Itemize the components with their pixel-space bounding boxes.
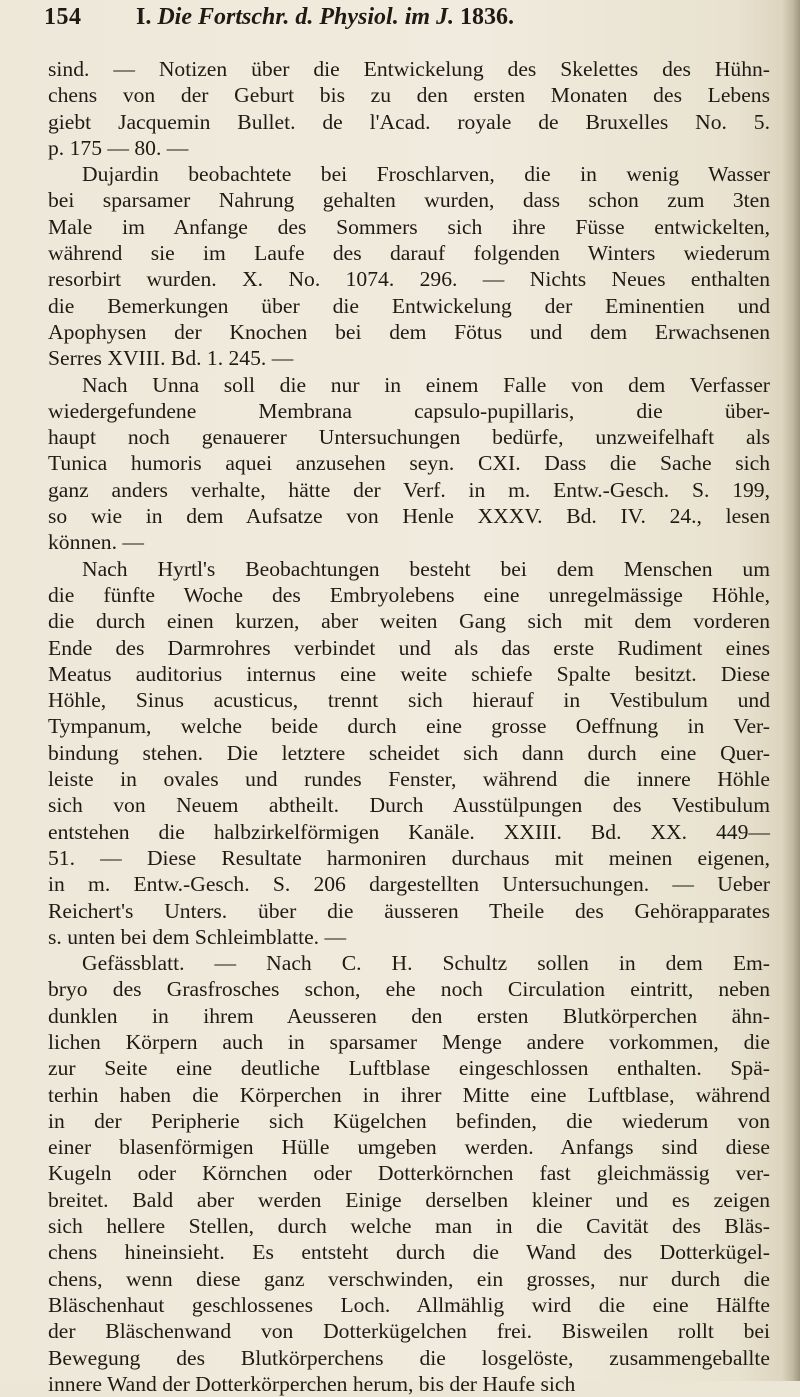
text-line: lichen Körpern auch in sparsamer Menge andere vorkommen, die <box>48 1029 770 1054</box>
text-line: sich von Neuem abtheilt. Durch Ausstülpungen des Vestibulum <box>48 793 770 818</box>
text-line: wiedergefundene Membrana capsulo-pupillaris, die über- <box>48 398 770 423</box>
text-line: Ende des Darmrohres verbindet und als das erste Rudiment eines <box>48 635 770 660</box>
text-line: chens von der Geburt bis zu den ersten Monaten des Lebens <box>48 83 770 108</box>
text-line: resorbirt wurden. X. No. 1074. 296. — Nichts Neues enthalten <box>48 267 770 292</box>
text-line: 51. — Diese Resultate harmoniren durchaus mit meinen eigenen, <box>48 845 770 870</box>
text-line: können. — <box>48 530 144 555</box>
text-line: bindung stehen. Die letztere scheidet sich dann durch eine Quer- <box>48 740 770 765</box>
text-line: dunklen in ihrem Aeusseren den ersten Blutkörperchen ähn- <box>48 1003 770 1028</box>
text-line: Gefässblatt. — Nach C. H. Schultz sollen in dem Em- <box>82 951 770 976</box>
text-line: der Bläschenwand von Dotterkügelchen frei. Bisweilen rollt bei <box>48 1319 770 1344</box>
text-line: s. unten bei dem Schleimblatte. — <box>48 924 347 949</box>
text-line: p. 175 — 80. — <box>48 135 189 160</box>
text-line: ganz anders verhalte, hätte der Verf. in m. Entw.-Gesch. S. 199, <box>48 477 770 502</box>
section-number: I. <box>136 4 152 30</box>
text-line: breitet. Bald aber werden Einige derselben kleiner und es zeigen <box>48 1187 770 1212</box>
page-number: 154 <box>44 4 82 30</box>
text-line: chens hineinsieht. Es entsteht durch die Wand des Dotterkügel- <box>48 1240 770 1265</box>
text-line: Serres XVIII. Bd. 1. 245. — <box>48 346 294 371</box>
text-line: entstehen die halbzirkelförmigen Kanäle. XXIII. Bd. XX. 449— <box>48 819 770 844</box>
text-line: die durch einen kurzen, aber weiten Gang sich mit dem vorderen <box>48 609 770 634</box>
text-line: bryo des Grasfrosches schon, ehe noch Circulation eintritt, neben <box>48 977 770 1002</box>
text-line: terhin haben die Körperchen in ihrer Mitte eine Luftblase, während <box>48 1082 770 1107</box>
text-line: Bewegung des Blutkörperchens die losgelöste, zusammengeballte <box>48 1345 770 1370</box>
text-line: Reichert's Unters. über die äusseren Theile des Gehörapparates <box>48 898 770 923</box>
text-line: in m. Entw.-Gesch. S. 206 dargestellten Untersuchungen. — Ueber <box>48 872 770 897</box>
text-line: Male im Anfange des Sommers sich ihre Füsse entwickelten, <box>48 214 770 239</box>
text-line: während sie im Laufe des darauf folgenden Winters wiederum <box>48 241 770 266</box>
text-line: Nach Unna soll die nur in einem Falle von dem Verfasser <box>82 372 770 397</box>
text-line: Bläschenhaut geschlossenes Loch. Allmählig wird die eine Hälfte <box>48 1292 770 1317</box>
text-line: in der Peripherie sich Kügelchen befinden, die wiederum von <box>48 1108 770 1133</box>
text-line: die fünfte Woche des Embryolebens eine unregelmässige Höhle, <box>48 582 770 607</box>
text-line: Dujardin beobachtete bei Froschlarven, die in wenig Wasser <box>82 162 770 187</box>
text-line: chens, wenn diese ganz verschwinden, ein grosses, nur durch die <box>48 1266 770 1291</box>
text-line: haupt noch genauerer Untersuchungen bedürfe, unzweifelhaft als <box>48 425 770 450</box>
text-line: Nach Hyrtl's Beobachtungen besteht bei dem Menschen um <box>82 556 770 581</box>
text-line: so wie in dem Aufsatze von Henle XXXV. Bd. IV. 24., lesen <box>48 504 770 529</box>
text-line: sich hellere Stellen, durch welche man in die Cavität des Bläs- <box>48 1214 770 1239</box>
text-line: giebt Jacquemin Bullet. de l'Acad. royale de Bruxelles No. 5. <box>48 109 770 134</box>
running-title-italic: Die Fortschr. d. Physiol. im J. <box>157 4 455 30</box>
text-line: bei sparsamer Nahrung gehalten wurden, dass schon zum 3ten <box>48 188 770 213</box>
text-line: Höhle, Sinus acusticus, trennt sich hierauf in Vestibulum und <box>48 688 770 713</box>
running-title-year: 1836. <box>460 4 515 30</box>
text-line: Apophysen der Knochen bei dem Fötus und dem Erwachsenen <box>48 319 770 344</box>
text-line: sind. — Notizen über die Entwickelung des Skelettes des Hühn- <box>48 57 770 81</box>
text-line: einer blasenförmigen Hülle umgeben werden. Anfangs sind diese <box>48 1135 770 1160</box>
text-line: Tunica humoris aquei anzusehen seyn. CXI. Dass die Sache sich <box>48 451 770 476</box>
text-line: innere Wand der Dotterkörperchen herum, bis der Haufe sich <box>48 1371 576 1396</box>
body-text <box>48 56 770 1397</box>
running-header <box>44 4 764 44</box>
text-line: leiste in ovales und rundes Fenster, während die innere Höhle <box>48 767 770 792</box>
text-line: die Bemerkungen über die Entwickelung der Eminentien und <box>48 293 770 318</box>
text-line: Meatus auditorius internus eine weite schiefe Spalte besitzt. Diese <box>48 661 770 686</box>
running-title <box>136 4 514 31</box>
page-edge-shadow <box>782 0 800 1381</box>
text-line: Kugeln oder Körnchen oder Dotterkörnchen fast gleichmässig ver- <box>48 1161 770 1186</box>
text-line: zur Seite eine deutliche Luftblase eingeschlossen enthalten. Spä- <box>48 1056 770 1081</box>
text-line: Tympanum, welche beide durch eine grosse Oeffnung in Ver- <box>48 714 770 739</box>
